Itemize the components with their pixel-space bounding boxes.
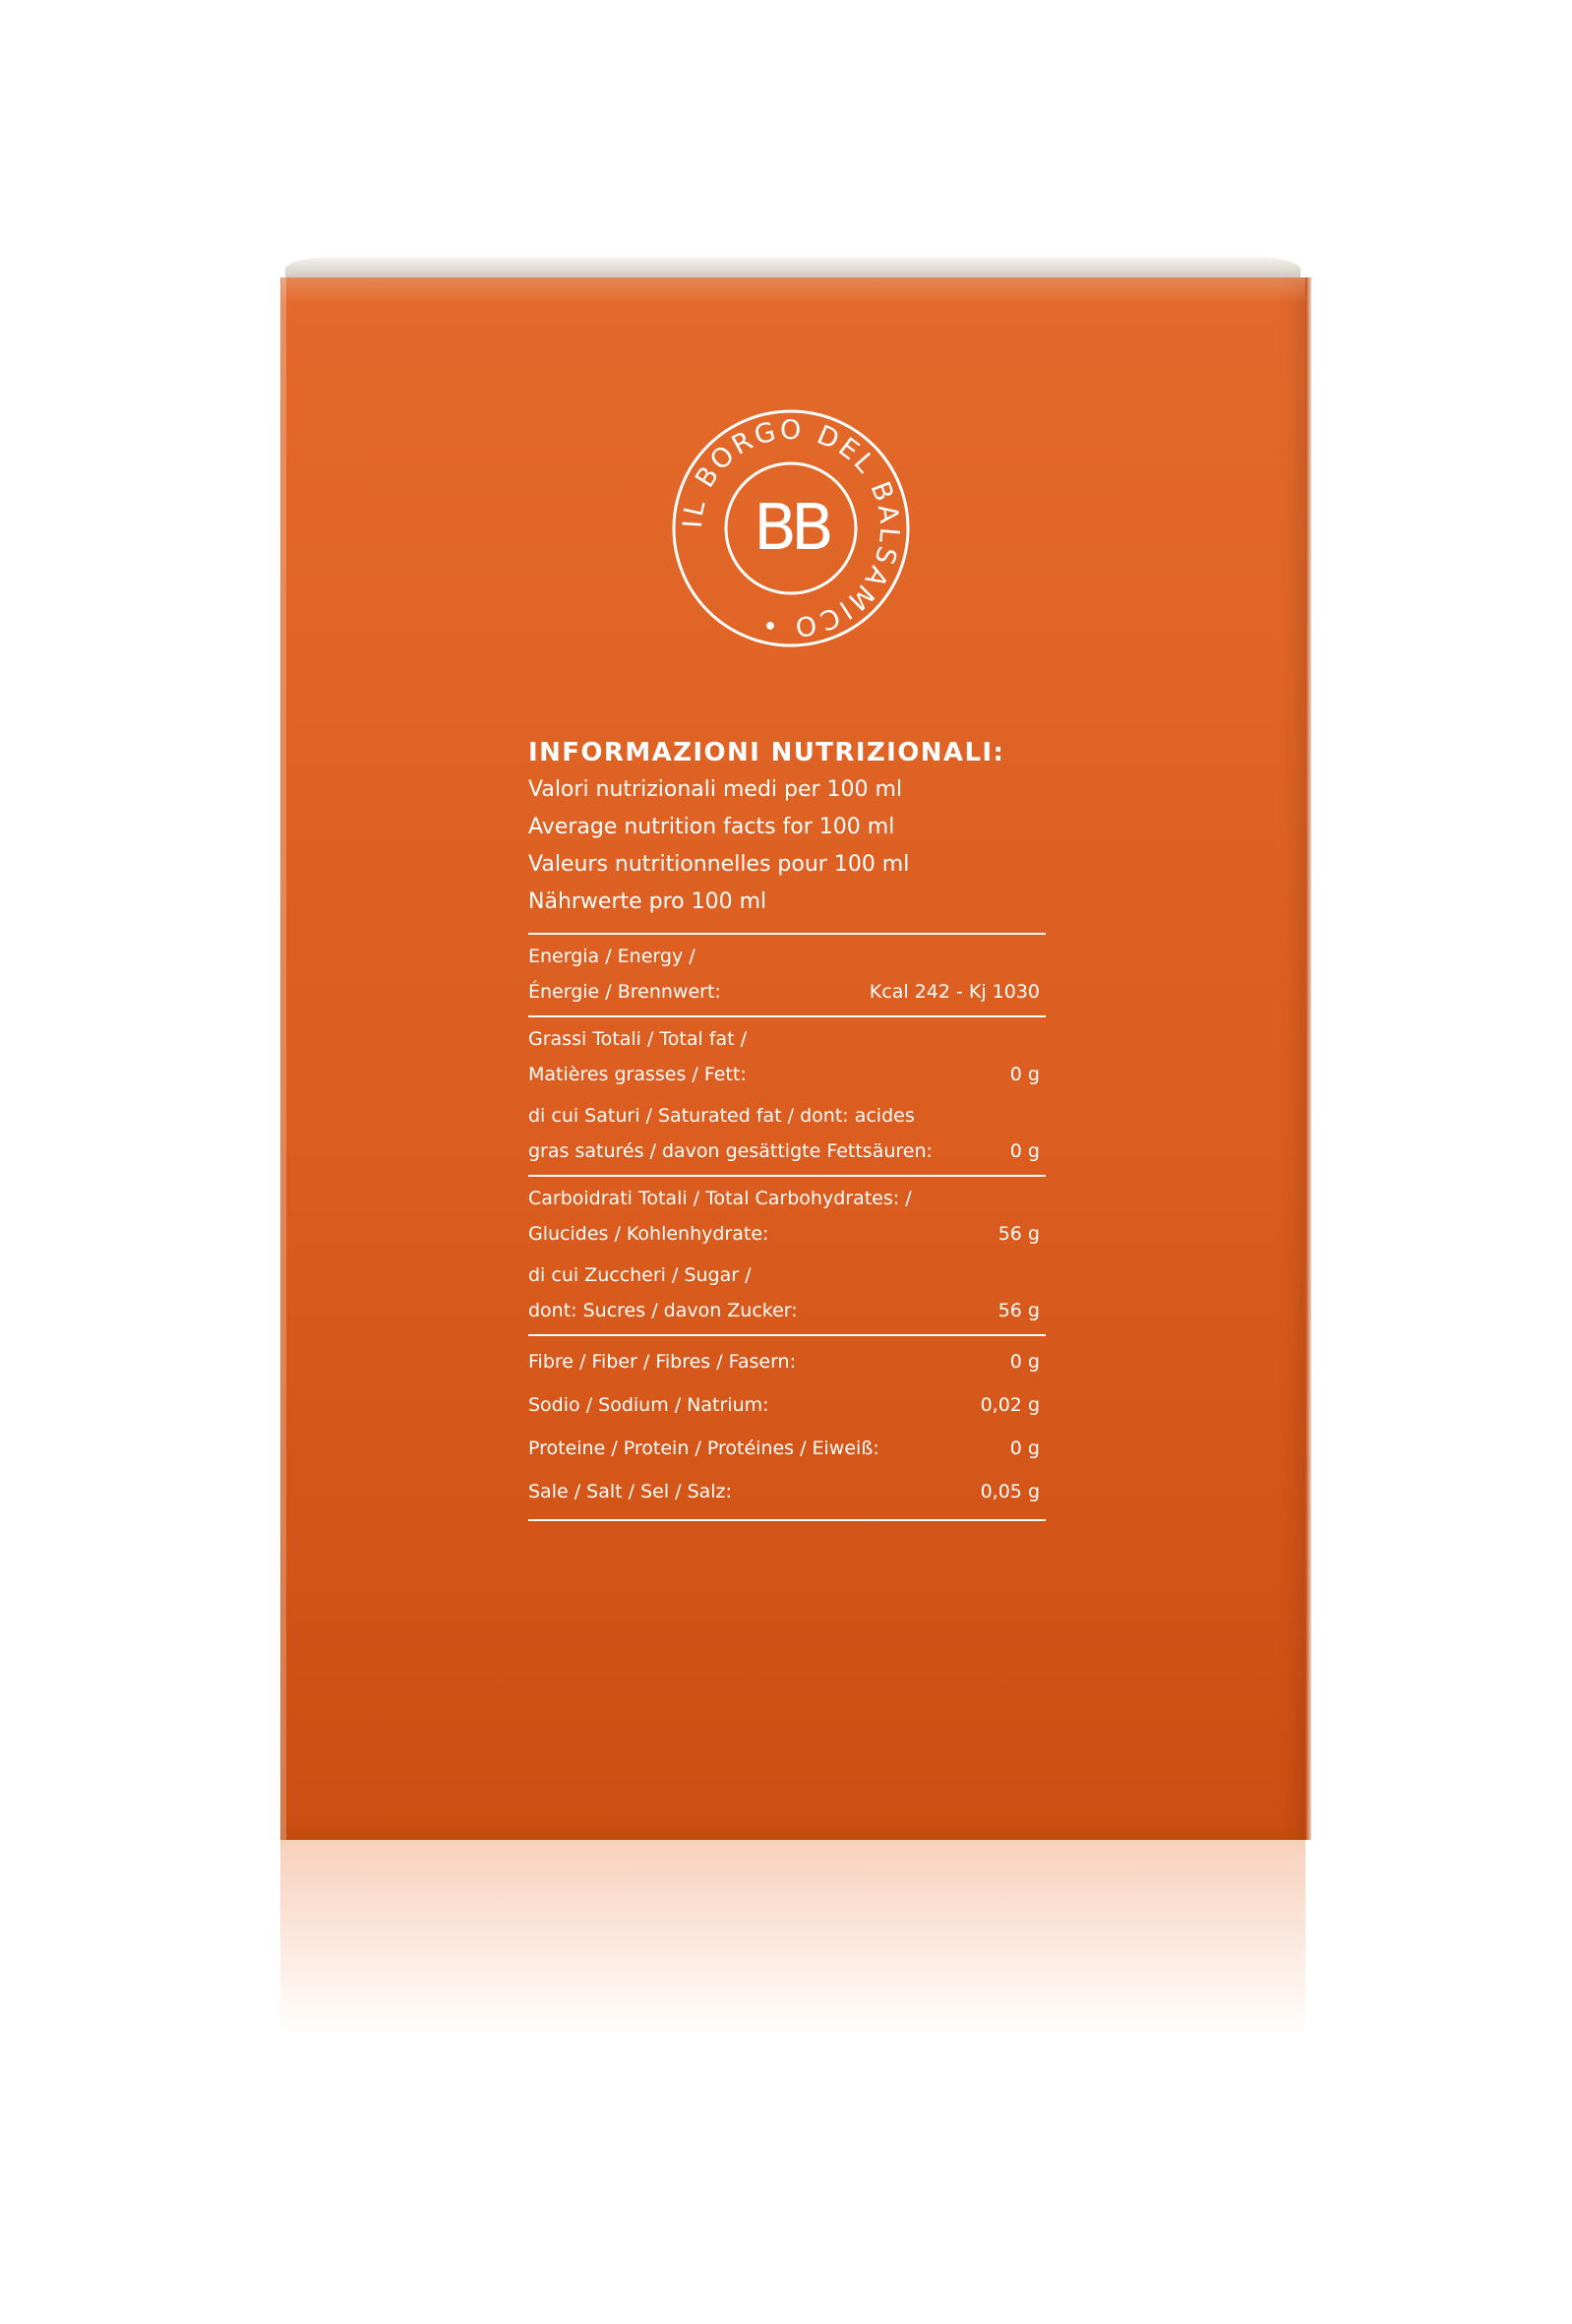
saturated-label-1: di cui Saturi / Saturated fat / dont: acides <box>528 1105 915 1127</box>
intro-line-de: Nährwerte pro 100 ml <box>528 889 767 914</box>
box-top-flap <box>285 258 1300 279</box>
saturated-value: 0 g <box>1009 1140 1040 1162</box>
saturated-fat-row <box>528 1098 1046 1169</box>
protein-row <box>528 1427 1046 1470</box>
fat-value: 0 g <box>1009 1064 1040 1085</box>
seal-monogram: BB <box>754 492 828 565</box>
carbs-label-1: Carboidrati Totali / Total Carbohydrates: / <box>528 1188 912 1209</box>
box-reflection <box>280 1840 1305 2037</box>
fat-row <box>528 1021 1046 1092</box>
energy-section <box>528 935 1046 1015</box>
energy-label-2: Énergie / Brennwert: <box>528 981 721 1003</box>
energy-label-1: Energia / Energy / <box>528 946 695 967</box>
energy-value: Kcal 242 - Kj 1030 <box>869 981 1040 1003</box>
salt-label: Sale / Salt / Sel / Salz: <box>528 1481 732 1502</box>
other-nutrients-section <box>528 1336 1046 1519</box>
carbs-value: 56 g <box>998 1223 1040 1245</box>
carbs-label-2: Glucides / Kohlenhydrate: <box>528 1223 769 1245</box>
fat-label-2: Matières grasses / Fett: <box>528 1064 747 1085</box>
fat-label-1: Grassi Totali / Total fat / <box>528 1028 748 1050</box>
intro-line-en: Average nutrition facts for 100 ml <box>528 815 895 839</box>
nutrition-panel <box>528 736 1046 1521</box>
brand-seal-logo <box>668 405 914 651</box>
sugar-row <box>528 1257 1046 1328</box>
protein-label: Proteine / Protein / Protéines / Eiweiß: <box>528 1437 879 1459</box>
brand-seal-icon <box>668 405 914 651</box>
intro-line-fr: Valeurs nutritionnelles pour 100 ml <box>528 852 910 877</box>
sodium-label: Sodio / Sodium / Natrium: <box>528 1394 769 1416</box>
sugar-label-1: di cui Zuccheri / Sugar / <box>528 1264 752 1286</box>
intro-line-it: Valori nutrizionali medi per 100 ml <box>528 777 903 802</box>
fiber-row <box>528 1340 1046 1383</box>
nutrition-title: INFORMAZIONI NUTRIZIONALI: <box>528 738 1005 767</box>
fiber-label: Fibre / Fiber / Fibres / Fasern: <box>528 1351 797 1373</box>
sugar-value: 56 g <box>998 1300 1040 1321</box>
protein-value: 0 g <box>1009 1437 1040 1459</box>
carbs-section <box>528 1177 1046 1334</box>
divider <box>528 1519 1046 1521</box>
box-right-edge <box>1305 277 1311 1840</box>
saturated-label-2: gras saturés / davon gesättigte Fettsäuren: <box>528 1140 933 1162</box>
carbs-row <box>528 1181 1046 1252</box>
salt-value: 0,05 g <box>980 1481 1040 1502</box>
salt-row <box>528 1470 1046 1513</box>
sodium-value: 0,02 g <box>980 1394 1040 1416</box>
fiber-value: 0 g <box>1009 1351 1040 1373</box>
sodium-row <box>528 1383 1046 1427</box>
fat-section <box>528 1017 1046 1175</box>
sugar-label-2: dont: Sucres / davon Zucker: <box>528 1300 798 1321</box>
energy-row <box>528 939 1046 1009</box>
seal-ring-text: IL BORGO DEL BALSAMICO • <box>677 414 905 642</box>
